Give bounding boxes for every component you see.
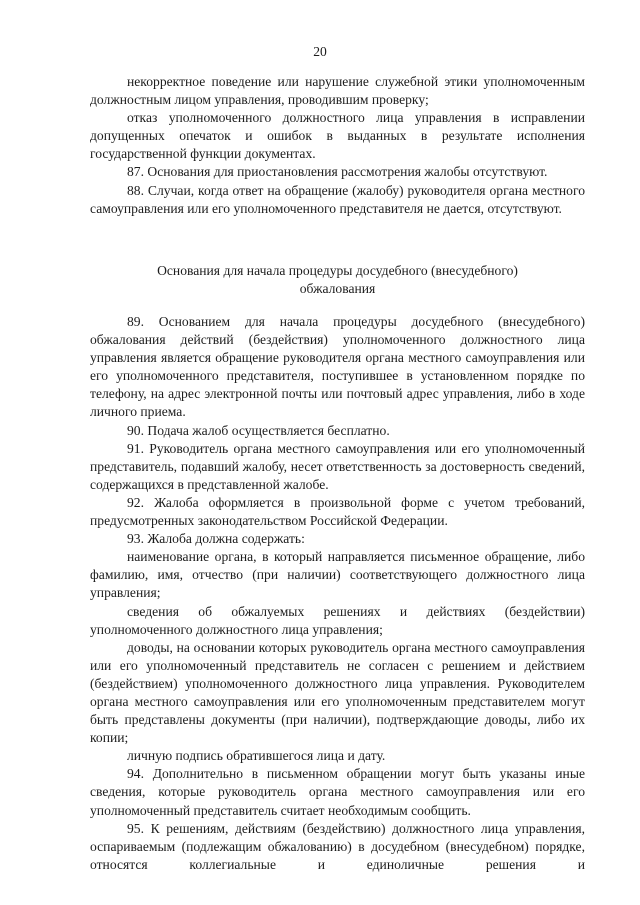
- paragraph-94: 94. Дополнительно в письменном обращении могут быть указаны иные сведения, которые руководитель органа местного самоуправления или его уполномоченный представитель считает необходимым сообщить.: [90, 766, 585, 818]
- list-item-arguments: доводы, на основании которых руководитель органа местного самоуправления или его уполномоченный представитель не согласен с решением и действием (бездействием) уполномоченного должностного лица управления. Руководителем органа местного самоуправления или его уполномоченным представителем могут быть представлены документы (при наличии), подтверждающие доводы, либо их копии;: [90, 639, 585, 746]
- paragraph-misconduct: некорректное поведение или нарушение служебной этики уполномоченным должностным лицом управления, проводившим проверку;: [90, 74, 585, 108]
- paragraph-88: 88. Случаи, когда ответ на обращение (жалобу) руководителя органа местного самоуправления или его уполномоченного представителя не дается, отсутствуют.: [90, 182, 585, 216]
- paragraph-87: 87. Основания для приостановления рассмотрения жалобы отсутствуют.: [127, 164, 548, 180]
- section-heading: [90, 262, 585, 298]
- paragraph-91: 91. Руководитель органа местного самоуправления или его уполномоченный представитель, подавший жалобу, несет ответственность за достоверность сведений, содержащихся в представленной жалобе.: [90, 440, 585, 492]
- paragraph-95: 95. К решениям, действиям (бездействию) должностного лица управления, оспариваемым (подлежащим обжалованию) в досудебном (внесудебном) порядке, относятся коллегиальные и единоличные решения и: [90, 820, 585, 872]
- paragraph-90: 90. Подача жалоб осуществляется бесплатно.: [127, 422, 390, 438]
- text-block-lower: [90, 313, 585, 874]
- paragraph-89: 89. Основанием для начала процедуры досудебного (внесудебного) обжалования действий (бездействия) уполномоченного должностного лица управления является обращение руководителя органа местного самоуправления или его уполномоченного представителя, поступившее в установленном порядке по телефону, на адрес электронной почты или почтовый адрес управления, либо в ходе личного приема.: [90, 314, 585, 420]
- section-heading-line-1: Основания для начала процедуры досудебного (внесудебного): [157, 263, 518, 278]
- list-item-decisions: сведения об обжалуемых решениях и действиях (бездействии) уполномоченного должностного лица управления;: [90, 603, 585, 637]
- page-number: 20: [313, 44, 327, 59]
- paragraph-92: 92. Жалоба оформляется в произвольной форме с учетом требований, предусмотренных законодательством Российской Федерации.: [90, 494, 585, 529]
- section-heading-line-2: обжалования: [299, 281, 376, 297]
- list-item-organ-name: наименование органа, в который направляется письменное обращение, либо фамилию, имя, отчество (при наличии) соответствующего должностного лица управления;: [90, 549, 585, 601]
- text-block-upper: [90, 73, 585, 218]
- paragraph-refusal-correction: отказ уполномоченного должностного лица управления в исправлении допущенных опечаток и ошибок в выданных в результате исполнения государственной функции документах.: [90, 110, 585, 162]
- paragraph-93: 93. Жалоба должна содержать:: [127, 531, 305, 547]
- list-item-signature: личную подпись обратившегося лица и дату.: [127, 748, 386, 764]
